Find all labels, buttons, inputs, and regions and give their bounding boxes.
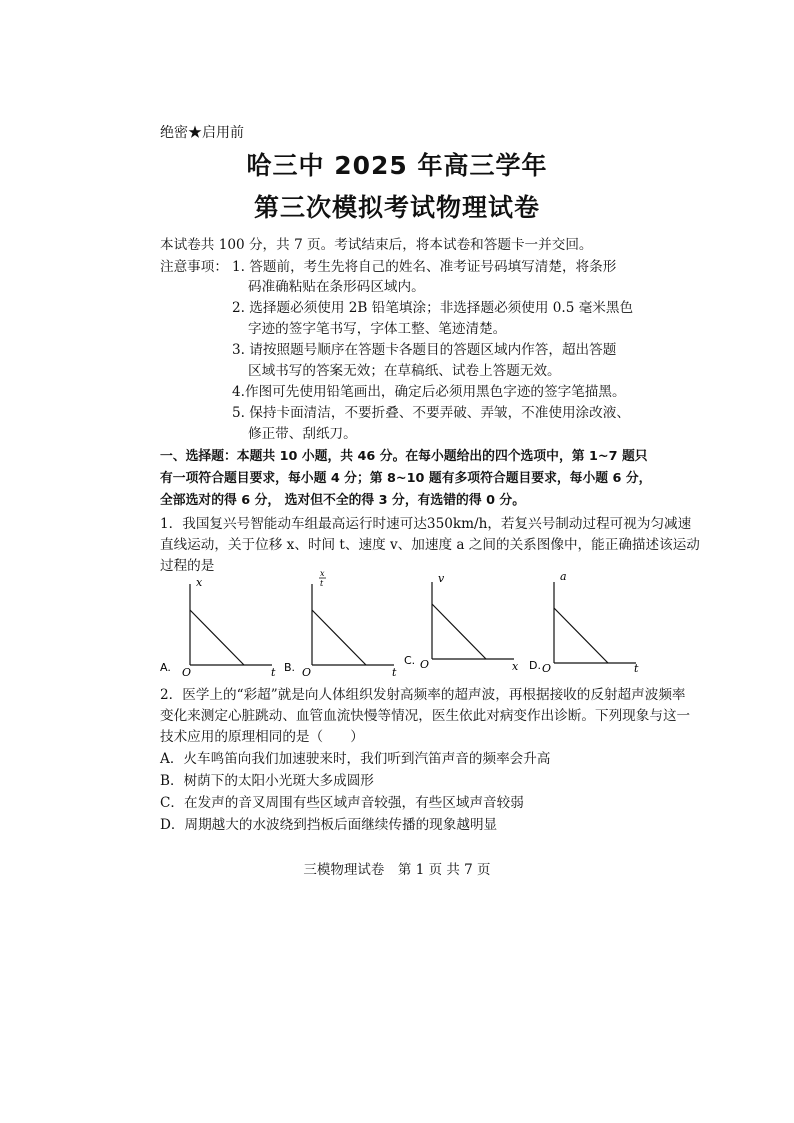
page-footer: 三模物理试卷 第 1 页 共 7 页 — [303, 862, 491, 878]
option-b-label: B. — [284, 661, 296, 674]
q1-graph-b — [282, 568, 404, 680]
graph-c-line — [432, 604, 486, 659]
q2-stem-line1: 2．医学上的“彩超”就是向人体组织发射高频率的超声波，再根据接收的反射超声波频率 — [160, 687, 686, 703]
confidential-mark: 绝密★启用前 — [160, 125, 244, 141]
graph-a-origin: O — [182, 666, 192, 679]
notes-label: 注意事项： — [160, 259, 228, 275]
exam-title-line1: 哈三中 2025 年高三学年 — [246, 151, 548, 180]
note-item-2-line1: 2. 选择题必须使用 2B 铅笔填涂；非选择题必须使用 0.5 毫米黑色 — [232, 300, 634, 316]
q2-option-a: A．火车鸣笛向我们加速驶来时，我们听到汽笛声音的频率会升高 — [160, 751, 551, 767]
section1-instructions-line3: 全部选对的得 6 分， 选对但不全的得 3 分，有选错的得 0 分。 — [160, 493, 526, 508]
graph-c-x-label: x — [512, 660, 519, 673]
graph-c-y-label: v — [438, 572, 445, 585]
exam-intro: 本试卷共 100 分，共 7 页。考试结束后，将本试卷和答题卡一并交回。 — [160, 237, 593, 253]
q1-graph-a — [160, 572, 282, 680]
exam-title-line2: 第三次模拟考试物理试卷 — [253, 193, 540, 222]
q1-graph-d — [526, 566, 648, 680]
graph-a-y-label: x — [196, 576, 203, 589]
q1-stem-line2: 直线运动，关于位移 x、时间 t、速度 v、加速度 a 之间的关系图像中，能正确描述该运动 — [160, 537, 700, 553]
graph-b-line — [312, 610, 366, 665]
q1-stem-line1: 1．我国复兴号智能动车组最高运行时速可达350km/h，若复兴号制动过程可视为匀减速 — [160, 516, 692, 532]
graph-a-line — [190, 610, 244, 665]
graph-d-line — [554, 608, 608, 663]
graph-a-x-label: t — [271, 666, 276, 679]
graph-b-y-denominator: t — [320, 579, 324, 588]
q1-stem-line3: 过程的是 — [160, 558, 215, 574]
q1-graph-c — [404, 568, 526, 680]
q2-option-b: B．树荫下的太阳小光斑大多成圆形 — [160, 773, 374, 789]
graph-b-origin: O — [302, 666, 312, 679]
note-item-4: 4.作图可先使用铅笔画出，确定后必须用黑色字迹的签字笔描黑。 — [232, 384, 626, 400]
q2-stem-line2: 变化来测定心脏跳动、血管血流快慢等情况，医生依此对病变作出诊断。下列现象与这一 — [160, 708, 691, 724]
graph-b-y-numerator: x — [320, 569, 325, 578]
graph-b-x-label: t — [392, 666, 397, 679]
note-item-1-line2: 码准确粘贴在条形码区域内。 — [248, 279, 425, 295]
option-d-label: D. — [529, 659, 541, 672]
option-a-label: A. — [160, 661, 171, 674]
note-item-2-line2: 字迹的签字笔书写，字体工整、笔迹清楚。 — [248, 321, 507, 337]
note-item-1-line1: 1. 答题前，考生先将自己的姓名、准考证号码填写清楚，将条形 — [232, 259, 617, 275]
graph-c-origin: O — [420, 658, 430, 671]
section1-instructions-line1: 一、选择题：本题共 10 小题，共 46 分。在每小题给出的四个选项中，第 1~7 题只 — [160, 449, 648, 464]
q2-option-c: C．在发声的音叉周围有些区域声音较强，有些区域声音较弱 — [160, 795, 524, 811]
q2-stem-line3: 技术应用的原理相同的是（ ） — [160, 729, 364, 745]
graph-d-x-label: t — [634, 662, 639, 675]
graph-d-origin: O — [542, 662, 552, 675]
note-item-5-line2: 修正带、刮纸刀。 — [248, 426, 357, 442]
note-item-3-line1: 3. 请按照题号顺序在答题卡各题目的答题区域内作答，超出答题 — [232, 342, 617, 358]
note-item-5-line1: 5. 保持卡面清洁，不要折叠、不要弄破、弄皱，不准使用涂改液、 — [232, 405, 630, 421]
option-c-label: C. — [404, 654, 416, 667]
section1-instructions-line2: 有一项符合题目要求，每小题 4 分；第 8~10 题有多项符合题目要求，每小题 6 分， — [160, 471, 652, 486]
graph-d-y-label: a — [560, 570, 567, 583]
note-item-3-line2: 区域书写的答案无效；在草稿纸、试卷上答题无效。 — [248, 363, 561, 379]
q2-option-d: D．周期越大的水波绕到挡板后面继续传播的现象越明显 — [160, 817, 498, 833]
